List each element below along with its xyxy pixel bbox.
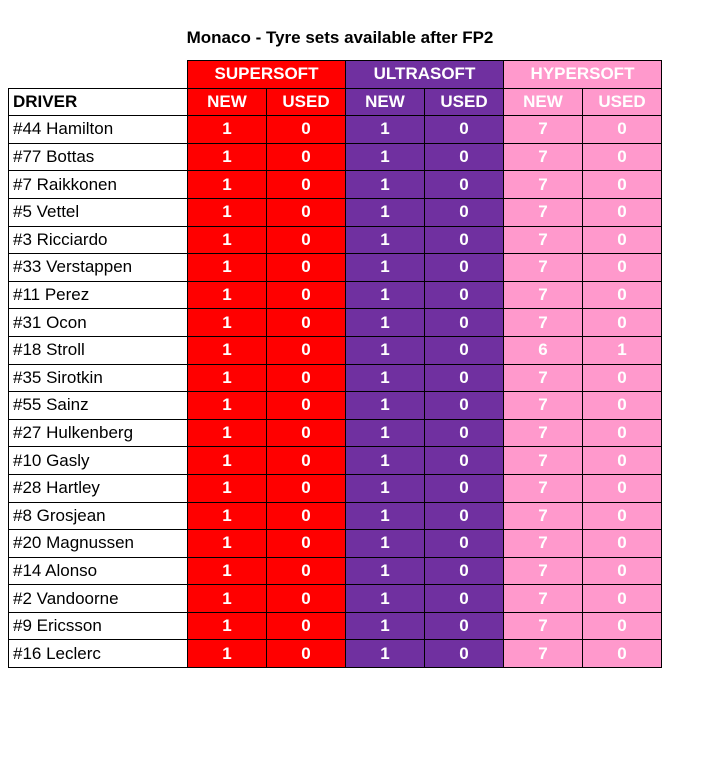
driver-name-cell: #2 Vandoorne bbox=[9, 585, 188, 613]
table-row bbox=[9, 447, 662, 475]
hypersoft-new-cell: 7 bbox=[504, 640, 583, 668]
hypersoft-new-cell: 7 bbox=[504, 143, 583, 171]
supersoft-new-cell: 1 bbox=[188, 447, 267, 475]
supersoft-new-cell: 1 bbox=[188, 198, 267, 226]
ultrasoft-used-cell: 0 bbox=[425, 640, 504, 668]
supersoft-new-cell: 1 bbox=[188, 557, 267, 585]
ultrasoft-new-cell: 1 bbox=[346, 557, 425, 585]
hypersoft-new-cell: 7 bbox=[504, 557, 583, 585]
hypersoft-used-cell: 0 bbox=[583, 281, 662, 309]
ultrasoft-new-cell: 1 bbox=[346, 336, 425, 364]
supersoft-used-cell: 0 bbox=[267, 392, 346, 420]
supersoft-new-cell: 1 bbox=[188, 530, 267, 558]
ultrasoft-new-cell: 1 bbox=[346, 447, 425, 475]
ultrasoft-new-cell: 1 bbox=[346, 612, 425, 640]
hypersoft-new-cell: 7 bbox=[504, 171, 583, 199]
ultrasoft-new-cell: 1 bbox=[346, 254, 425, 282]
table-row bbox=[9, 364, 662, 392]
hypersoft-new-header: NEW bbox=[504, 88, 583, 116]
table-row bbox=[9, 502, 662, 530]
hypersoft-used-cell: 0 bbox=[583, 392, 662, 420]
ultrasoft-new-cell: 1 bbox=[346, 502, 425, 530]
ultrasoft-new-cell: 1 bbox=[346, 392, 425, 420]
supersoft-header: SUPERSOFT bbox=[188, 61, 346, 89]
driver-name-cell: #10 Gasly bbox=[9, 447, 188, 475]
ultrasoft-used-cell: 0 bbox=[425, 474, 504, 502]
driver-name-cell: #31 Ocon bbox=[9, 309, 188, 337]
hypersoft-used-cell: 0 bbox=[583, 585, 662, 613]
ultrasoft-used-cell: 0 bbox=[425, 612, 504, 640]
supersoft-used-cell: 0 bbox=[267, 447, 346, 475]
hypersoft-used-cell: 0 bbox=[583, 447, 662, 475]
hypersoft-used-cell: 0 bbox=[583, 530, 662, 558]
ultrasoft-used-cell: 0 bbox=[425, 336, 504, 364]
supersoft-used-cell: 0 bbox=[267, 254, 346, 282]
ultrasoft-used-cell: 0 bbox=[425, 419, 504, 447]
ultrasoft-new-cell: 1 bbox=[346, 585, 425, 613]
ultrasoft-new-cell: 1 bbox=[346, 116, 425, 144]
supersoft-new-cell: 1 bbox=[188, 502, 267, 530]
hypersoft-used-cell: 0 bbox=[583, 226, 662, 254]
table-row bbox=[9, 530, 662, 558]
supersoft-new-cell: 1 bbox=[188, 143, 267, 171]
table-row bbox=[9, 254, 662, 282]
table-row bbox=[9, 171, 662, 199]
driver-name-cell: #55 Sainz bbox=[9, 392, 188, 420]
ultrasoft-used-cell: 0 bbox=[425, 392, 504, 420]
driver-name-cell: #18 Stroll bbox=[9, 336, 188, 364]
hypersoft-new-cell: 7 bbox=[504, 198, 583, 226]
table-row bbox=[9, 557, 662, 585]
ultrasoft-new-cell: 1 bbox=[346, 530, 425, 558]
table-row bbox=[9, 198, 662, 226]
table-row bbox=[9, 419, 662, 447]
hypersoft-new-cell: 7 bbox=[504, 254, 583, 282]
hypersoft-used-cell: 0 bbox=[583, 640, 662, 668]
supersoft-new-cell: 1 bbox=[188, 336, 267, 364]
driver-name-cell: #20 Magnussen bbox=[9, 530, 188, 558]
supersoft-new-cell: 1 bbox=[188, 474, 267, 502]
hypersoft-used-cell: 0 bbox=[583, 254, 662, 282]
hypersoft-used-cell: 0 bbox=[583, 116, 662, 144]
supersoft-new-cell: 1 bbox=[188, 612, 267, 640]
supersoft-new-cell: 1 bbox=[188, 171, 267, 199]
tyre-sets-table bbox=[8, 60, 662, 668]
driver-column-header: DRIVER bbox=[9, 88, 188, 116]
driver-rows bbox=[9, 116, 662, 668]
supersoft-new-header: NEW bbox=[188, 88, 267, 116]
supersoft-new-cell: 1 bbox=[188, 309, 267, 337]
ultrasoft-used-cell: 0 bbox=[425, 585, 504, 613]
hypersoft-used-cell: 0 bbox=[583, 557, 662, 585]
table-row bbox=[9, 116, 662, 144]
ultrasoft-header: ULTRASOFT bbox=[346, 61, 504, 89]
hypersoft-used-cell: 0 bbox=[583, 612, 662, 640]
supersoft-used-cell: 0 bbox=[267, 171, 346, 199]
driver-name-cell: #35 Sirotkin bbox=[9, 364, 188, 392]
supersoft-used-cell: 0 bbox=[267, 530, 346, 558]
ultrasoft-used-cell: 0 bbox=[425, 502, 504, 530]
ultrasoft-used-header: USED bbox=[425, 88, 504, 116]
supersoft-new-cell: 1 bbox=[188, 585, 267, 613]
supersoft-used-cell: 0 bbox=[267, 557, 346, 585]
hypersoft-new-cell: 7 bbox=[504, 612, 583, 640]
driver-name-cell: #11 Perez bbox=[9, 281, 188, 309]
supersoft-used-cell: 0 bbox=[267, 116, 346, 144]
hypersoft-used-cell: 0 bbox=[583, 171, 662, 199]
ultrasoft-new-cell: 1 bbox=[346, 309, 425, 337]
supersoft-used-header: USED bbox=[267, 88, 346, 116]
supersoft-used-cell: 0 bbox=[267, 585, 346, 613]
hypersoft-new-cell: 7 bbox=[504, 226, 583, 254]
ultrasoft-used-cell: 0 bbox=[425, 530, 504, 558]
driver-name-cell: #44 Hamilton bbox=[9, 116, 188, 144]
supersoft-new-cell: 1 bbox=[188, 419, 267, 447]
table-row bbox=[9, 281, 662, 309]
supersoft-used-cell: 0 bbox=[267, 640, 346, 668]
ultrasoft-used-cell: 0 bbox=[425, 198, 504, 226]
hypersoft-header: HYPERSOFT bbox=[504, 61, 662, 89]
ultrasoft-new-cell: 1 bbox=[346, 419, 425, 447]
supersoft-used-cell: 0 bbox=[267, 336, 346, 364]
hypersoft-new-cell: 7 bbox=[504, 447, 583, 475]
hypersoft-new-cell: 7 bbox=[504, 309, 583, 337]
supersoft-used-cell: 0 bbox=[267, 281, 346, 309]
hypersoft-used-header: USED bbox=[583, 88, 662, 116]
table-row bbox=[9, 474, 662, 502]
column-header-row bbox=[9, 88, 662, 116]
driver-name-cell: #9 Ericsson bbox=[9, 612, 188, 640]
supersoft-used-cell: 0 bbox=[267, 226, 346, 254]
supersoft-new-cell: 1 bbox=[188, 116, 267, 144]
supersoft-used-cell: 0 bbox=[267, 143, 346, 171]
ultrasoft-new-cell: 1 bbox=[346, 281, 425, 309]
driver-name-cell: #8 Grosjean bbox=[9, 502, 188, 530]
empty-corner-cell bbox=[9, 61, 188, 89]
table-row bbox=[9, 309, 662, 337]
supersoft-new-cell: 1 bbox=[188, 392, 267, 420]
table-row bbox=[9, 612, 662, 640]
hypersoft-new-cell: 7 bbox=[504, 419, 583, 447]
supersoft-used-cell: 0 bbox=[267, 364, 346, 392]
supersoft-new-cell: 1 bbox=[188, 640, 267, 668]
supersoft-used-cell: 0 bbox=[267, 612, 346, 640]
driver-name-cell: #14 Alonso bbox=[9, 557, 188, 585]
hypersoft-used-cell: 0 bbox=[583, 309, 662, 337]
supersoft-new-cell: 1 bbox=[188, 364, 267, 392]
hypersoft-used-cell: 0 bbox=[583, 364, 662, 392]
ultrasoft-used-cell: 0 bbox=[425, 364, 504, 392]
ultrasoft-new-cell: 1 bbox=[346, 198, 425, 226]
driver-name-cell: #16 Leclerc bbox=[9, 640, 188, 668]
driver-name-cell: #77 Bottas bbox=[9, 143, 188, 171]
hypersoft-used-cell: 0 bbox=[583, 143, 662, 171]
supersoft-used-cell: 0 bbox=[267, 474, 346, 502]
hypersoft-new-cell: 7 bbox=[504, 281, 583, 309]
driver-name-cell: #5 Vettel bbox=[9, 198, 188, 226]
table-row bbox=[9, 226, 662, 254]
hypersoft-new-cell: 7 bbox=[504, 392, 583, 420]
hypersoft-used-cell: 0 bbox=[583, 474, 662, 502]
supersoft-new-cell: 1 bbox=[188, 281, 267, 309]
ultrasoft-used-cell: 0 bbox=[425, 254, 504, 282]
driver-name-cell: #27 Hulkenberg bbox=[9, 419, 188, 447]
ultrasoft-used-cell: 0 bbox=[425, 557, 504, 585]
driver-name-cell: #3 Ricciardo bbox=[9, 226, 188, 254]
supersoft-used-cell: 0 bbox=[267, 309, 346, 337]
supersoft-used-cell: 0 bbox=[267, 502, 346, 530]
ultrasoft-used-cell: 0 bbox=[425, 281, 504, 309]
supersoft-used-cell: 0 bbox=[267, 419, 346, 447]
driver-name-cell: #28 Hartley bbox=[9, 474, 188, 502]
hypersoft-used-cell: 0 bbox=[583, 419, 662, 447]
ultrasoft-new-cell: 1 bbox=[346, 171, 425, 199]
table-row bbox=[9, 585, 662, 613]
ultrasoft-new-header: NEW bbox=[346, 88, 425, 116]
hypersoft-new-cell: 7 bbox=[504, 364, 583, 392]
hypersoft-new-cell: 7 bbox=[504, 530, 583, 558]
hypersoft-used-cell: 1 bbox=[583, 336, 662, 364]
ultrasoft-new-cell: 1 bbox=[346, 640, 425, 668]
ultrasoft-used-cell: 0 bbox=[425, 116, 504, 144]
ultrasoft-new-cell: 1 bbox=[346, 143, 425, 171]
hypersoft-new-cell: 7 bbox=[504, 585, 583, 613]
page-title: Monaco - Tyre sets available after FP2 bbox=[186, 28, 494, 47]
ultrasoft-new-cell: 1 bbox=[346, 226, 425, 254]
table-row bbox=[9, 392, 662, 420]
ultrasoft-used-cell: 0 bbox=[425, 226, 504, 254]
hypersoft-new-cell: 6 bbox=[504, 336, 583, 364]
table-row bbox=[9, 640, 662, 668]
ultrasoft-used-cell: 0 bbox=[425, 447, 504, 475]
driver-name-cell: #33 Verstappen bbox=[9, 254, 188, 282]
supersoft-new-cell: 1 bbox=[188, 226, 267, 254]
table-row bbox=[9, 336, 662, 364]
hypersoft-new-cell: 7 bbox=[504, 116, 583, 144]
supersoft-new-cell: 1 bbox=[188, 254, 267, 282]
hypersoft-new-cell: 7 bbox=[504, 474, 583, 502]
ultrasoft-new-cell: 1 bbox=[346, 364, 425, 392]
compound-header-row bbox=[9, 61, 662, 89]
table-row bbox=[9, 143, 662, 171]
hypersoft-used-cell: 0 bbox=[583, 502, 662, 530]
ultrasoft-used-cell: 0 bbox=[425, 143, 504, 171]
hypersoft-new-cell: 7 bbox=[504, 502, 583, 530]
hypersoft-used-cell: 0 bbox=[583, 198, 662, 226]
ultrasoft-new-cell: 1 bbox=[346, 474, 425, 502]
supersoft-used-cell: 0 bbox=[267, 198, 346, 226]
driver-name-cell: #7 Raikkonen bbox=[9, 171, 188, 199]
ultrasoft-used-cell: 0 bbox=[425, 171, 504, 199]
ultrasoft-used-cell: 0 bbox=[425, 309, 504, 337]
